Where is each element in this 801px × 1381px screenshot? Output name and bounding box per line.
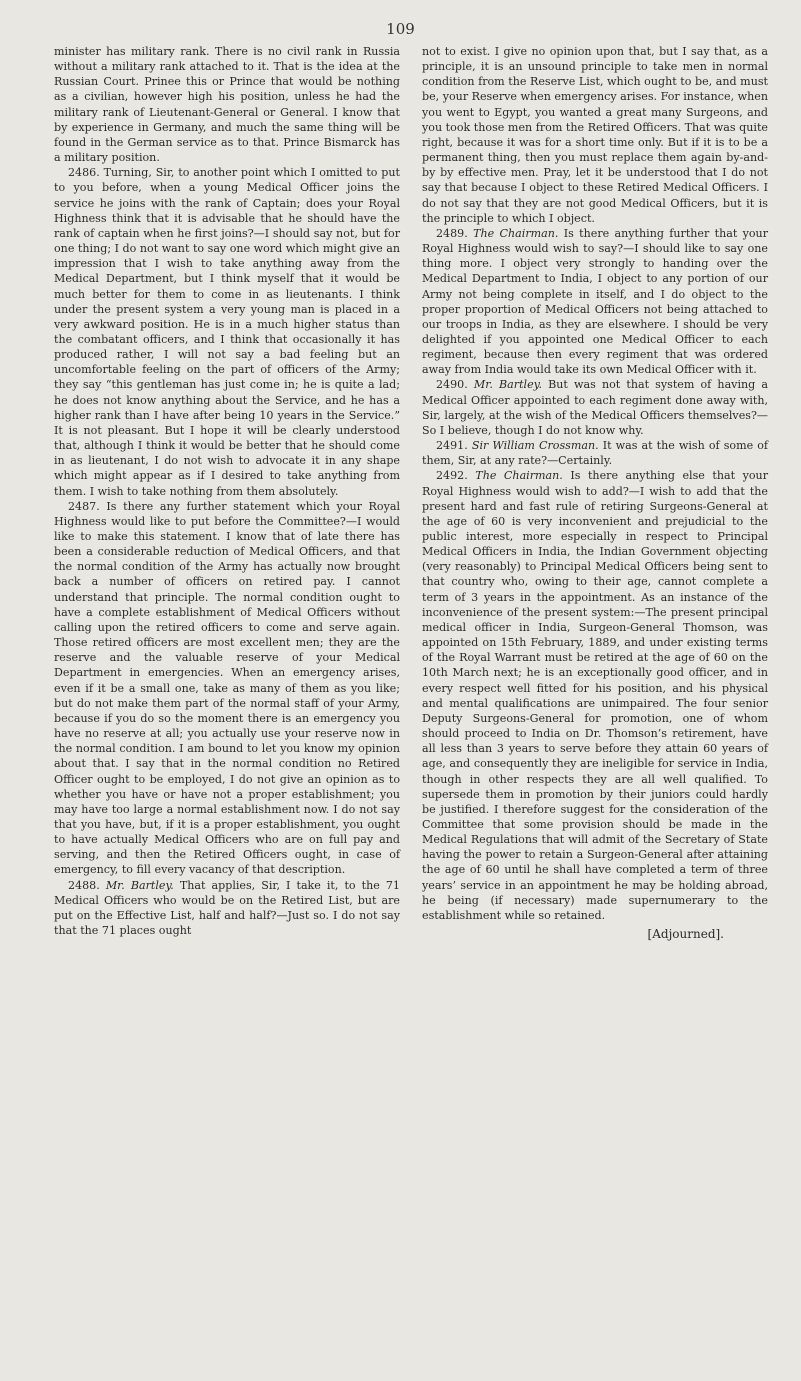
right-column	[422, 44, 768, 942]
paragraph	[54, 44, 400, 165]
question-number: 2489.	[436, 226, 468, 240]
paragraph-text: not to exist. I give no opinion upon that, but I say that, as a principle, it is an unsound principle to take men in normal condition from the Reserve List, which ought to be, and must be, your Reserve when emergency arises. For instance, when you went to Egypt, you wanted a great many Surgeons, and you took those men from the Retired Officers. That was quite right, because it was for a short time only. But if it is to be a permanent thing, then you must replace them again by-and-by by effective men. Pray, let it be understood that I do not say that because I object to these Retired Medical Officers. I do not say that they are not good Medical Officers, but it is the principle to which I object.	[422, 45, 768, 225]
paragraph	[54, 165, 400, 498]
paragraph-text: But was not that system of having a Medical Officer appointed to each regiment done away with, Sir, largely, at the wish of the Medical Officers themselves?—So I believe, though I do not know why.	[422, 378, 768, 437]
paragraph-text: Turning, Sir, to another point which I omitted to put to you before, when a young Medical Officer joins the service he joins with the rank of Captain; does your Royal Highness think that it is advisable that he should have the rank of captain when he first joins?—I should say not, but for one thing; I do not want to say one word which might give an impression that I wish to take anything away from the Medical Department, but I think myself that it would be much better for them to come in as lieutenants. I think under the present system a very young man is placed in a very awkward position. He is in a much higher status than the combatant officers, and I think that occasionally it has produced rather, I will not say a bad feeling but an uncomfortable feeling on the part of officers of the Army; they say “this gentleman has just come in; he is quite a lad; he does not know anything about the Service, and he has a higher rank than I have after being 10 years in the Service.” It is not pleasant. But I hope it will be clearly understood that, although I think it would be better that he should come in as lieutenant, I do not wish to advocate it in any shape which might appear as if I desired to take anything from them. I wish to take nothing from them absolutely.	[54, 166, 400, 498]
paragraph	[422, 377, 768, 438]
paragraph	[422, 468, 768, 923]
paragraph-text: Is there any further statement which your Royal Highness would like to put before the Committee?—I would like to make this statement. I know that of late there has been a considerable reduction of Medical Officers, and that the normal condition of the Army has actually now brought back a number of officers on retired pay. I cannot understand that principle. The normal condition ought to have a complete establishment of Medical Officers without calling upon the retired officers to come and serve again. Those retired officers are most excellent men; they are the reserve and the valuable reserve of your Medical Department in emergencies. When an emergency arises, even if it be a small one, take as many of them as you like; but do not make them part of the normal staff of your Army, because if you do so the moment there is an emergency you have no reserve at all; you actually use your reserve now in the normal condition. I am bound to let you know my opinion about that. I say that in the normal condition no Retired Officer ought to be employed, I do not give an opinion as to whether you have or have not a proper establishment; you may have too large a normal establishment now. I do not say that you have, but, if it is a proper establishment, you ought to have actually Medical Officers who are on full pay and serving, and then the Retired Officers ought, in case of emergency, to fill every vacancy of that description.	[54, 499, 400, 877]
paragraph	[422, 44, 768, 226]
question-number: 2492.	[436, 469, 468, 483]
question-number: 2488.	[68, 878, 100, 892]
paragraph	[422, 438, 768, 468]
text-columns	[54, 44, 768, 942]
question-number: 2486.	[68, 166, 100, 180]
paragraph	[422, 226, 768, 378]
paragraph-text: Is there anything else that your Royal Highness would wish to add?—I wish to add that the present hard and fast rule of retiring Surgeons-General at the age of 60 is very inconvenient and prejudicial to the public interest, more especially in respect to Principal Medical Officers in India, the Indian Government objecting (very reasonably) to Principal Medical Officers being sent to that country who, owing to their age, cannot complete a term of 3 years in the appointment. As an instance of the inconvenience of the present system:—The present principal medical officer in India, Surgeon-General Thomson, was appointed on 15th February, 1889, and under existing terms of the Royal Warrant must be retired at the age of 60 on the 10th March next; he is an exceptionally good officer, and in every respect well fitted for his position, and his physical and mental qualifications are unimpaired. The four senior Deputy Surgeons-General for promotion, one of whom should proceed to India on Dr. Thomson’s retirement, have all less than 3 years to serve before they attain 60 years of age, and consequently they are ineligible for service in India, though in other respects they are all well qualified. To supersede them in promotion by their juniors could hardly be justified. I therefore suggest for the consideration of the Committee that some provision should be made in the Medical Regulations that will admit of the Secretary of State having the power to retain a Surgeon-General after attaining the age of 60 until he shall have completed a term of three years’ service in an appointment he may be holding abroad, he being (if necessary) made supernumerary to the establishment while so retained.	[422, 469, 768, 922]
speaker-name: Mr. Bartley.	[473, 378, 542, 392]
speaker-name: The Chairman.	[475, 469, 563, 483]
question-number: 2490.	[436, 378, 468, 392]
paragraph	[54, 878, 400, 939]
paragraph-text: That applies, Sir, I take it, to the 71 Medical Officers who would be on the Retired List, but are put on the Effective List, half and half?—Just so. I do not say that the 71 places ought	[54, 878, 400, 938]
page-number: 109	[386, 20, 415, 38]
left-column	[54, 44, 400, 942]
paragraph-text: Is there anything further that your Royal Highness would wish to say?—I should like to say one thing more. I object very strongly to handing over the Medical Department to India, I object to any portion of our Army not being complete in itself, and I do object to the proper proportion of Medical Officers not being attached to our troops in India, as they are elsewhere. I should be very delighted if you appointed one Medical Officer to each regiment, because then every regiment that was ordered away from India would take its own Medical Officer with it.	[422, 226, 769, 377]
question-number: 2491.	[436, 439, 468, 453]
speaker-name: Mr. Bartley.	[105, 878, 174, 892]
adjourned-note: [Adjourned].	[647, 927, 724, 942]
speaker-name: The Chairman.	[473, 226, 559, 240]
paragraph	[54, 499, 400, 878]
speaker-name: Sir William Crossman.	[471, 439, 599, 453]
paragraph-text: minister has military rank. There is no civil rank in Russia without a military rank attached to it. That is the idea at the Russian Court. Prinee this or Prince that would be nothing as a civilian, however high his position, unless he had the military rank of Lieutenant-General or General. I know that by experience in Germany, and much the same thing will be found in the German service as to that. Prince Bismarck has a military position.	[54, 45, 400, 165]
paragraph-text: It was at the wish of some of them, Sir, at any rate?—Certainly.	[422, 439, 769, 468]
question-number: 2487.	[68, 499, 100, 513]
